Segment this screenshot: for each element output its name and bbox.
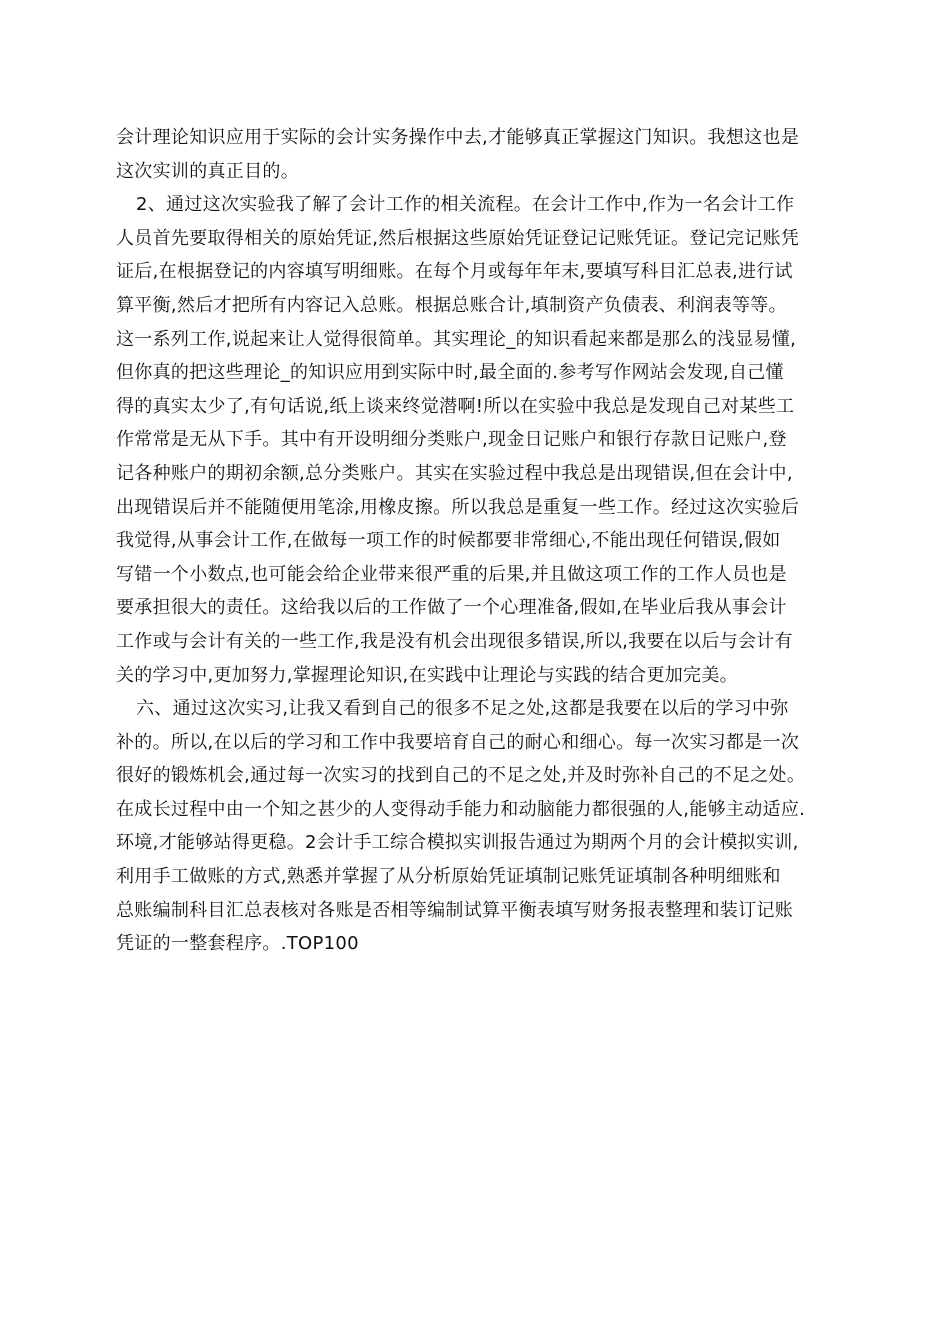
text-line: 总账编制科目汇总表核对各账是否相等编制试算平衡表填写财务报表整理和装订记账 [116, 899, 794, 921]
text-line: 这一系列工作,说起来让人觉得很简单。其实理论_的知识看起来都是那么的浅显易懂, [116, 328, 797, 350]
text-line: 算平衡,然后才把所有内容记入总账。根据总账合计,填制资产负债表、利润表等等。 [116, 294, 787, 316]
text-line: 证后,在根据登记的内容填写明细账。在每个月或每年年末,要填写科目汇总表,进行试 [116, 261, 793, 283]
text-line: 记各种账户的期初余额,总分类账户。其实在实验过程中我总是出现错误,但在会计中, [116, 462, 793, 484]
document-body [116, 121, 838, 961]
text-line: 作常常是无从下手。其中有开设明细分类账户,现金日记账户和银行存款日记账户,登 [116, 429, 787, 451]
text-line: 我觉得,从事会计工作,在做每一项工作的时候都要非常细心,不能出现任何错误,假如 [116, 530, 781, 552]
text-line: 人员首先要取得相关的原始凭证,然后根据这些原始凭证登记记账凭证。登记完记账凭 [116, 227, 800, 249]
text-line: 凭证的一整套程序。.TOP100 [116, 933, 359, 955]
text-line: 补的。所以,在以后的学习和工作中我要培育自己的耐心和细心。每一次实习都是一次 [116, 731, 800, 753]
text-line: 写错一个小数点,也可能会给企业带来很严重的后果,并且做这项工作的工作人员也是 [116, 563, 787, 585]
text-line: 利用手工做账的方式,熟悉并掌握了从分析原始凭证填制记账凭证填制各种明细账和 [116, 866, 781, 888]
paragraph-start-line: 六、通过这次实习,让我又看到自己的很多不足之处,这都是我要在以后的学习中弥 [136, 698, 789, 720]
text-line: 工作或与会计有关的一些工作,我是没有机会出现很多错误,所以,我要在以后与会计有 [116, 630, 793, 652]
paragraph-start-line: 2、通过这次实验我了解了会计工作的相关流程。在会计工作中,作为一名会计工作 [136, 194, 795, 216]
text-line: 很好的锻炼机会,通过每一次实习的找到自己的不足之处,并及时弥补自己的不足之处。 [116, 765, 806, 787]
text-line: 在成长过程中由一个知之甚少的人变得动手能力和动脑能力都很强的人,能够主动适应. [116, 798, 806, 820]
text-line: 环境,才能够站得更稳。2会计手工综合模拟实训报告通过为期两个月的会计模拟实训, [116, 832, 799, 854]
text-line: 会计理论知识应用于实际的会计实务操作中去,才能够真正掌握这门知识。我想这也是 [116, 127, 800, 148]
text-line: 出现错误后并不能随便用笔涂,用橡皮擦。所以我总是重复一些工作。经过这次实验后 [116, 496, 800, 518]
text-line: 得的真实太少了,有句话说,纸上谈来终觉潜啊!所以在实验中我总是发现自己对某些工 [116, 395, 795, 417]
text-line: 关的学习中,更加努力,掌握理论知识,在实践中让理论与实践的结合更加完美。 [116, 664, 738, 686]
text-line: 但你真的把这些理论_的知识应用到实际中时,最全面的.参考写作网站会发现,自己懂 [116, 362, 784, 384]
text-line: 这次实训的真正目的。 [116, 160, 299, 182]
text-line: 要承担很大的责任。这给我以后的工作做了一个心理准备,假如,在毕业后我从事会计 [116, 597, 787, 619]
